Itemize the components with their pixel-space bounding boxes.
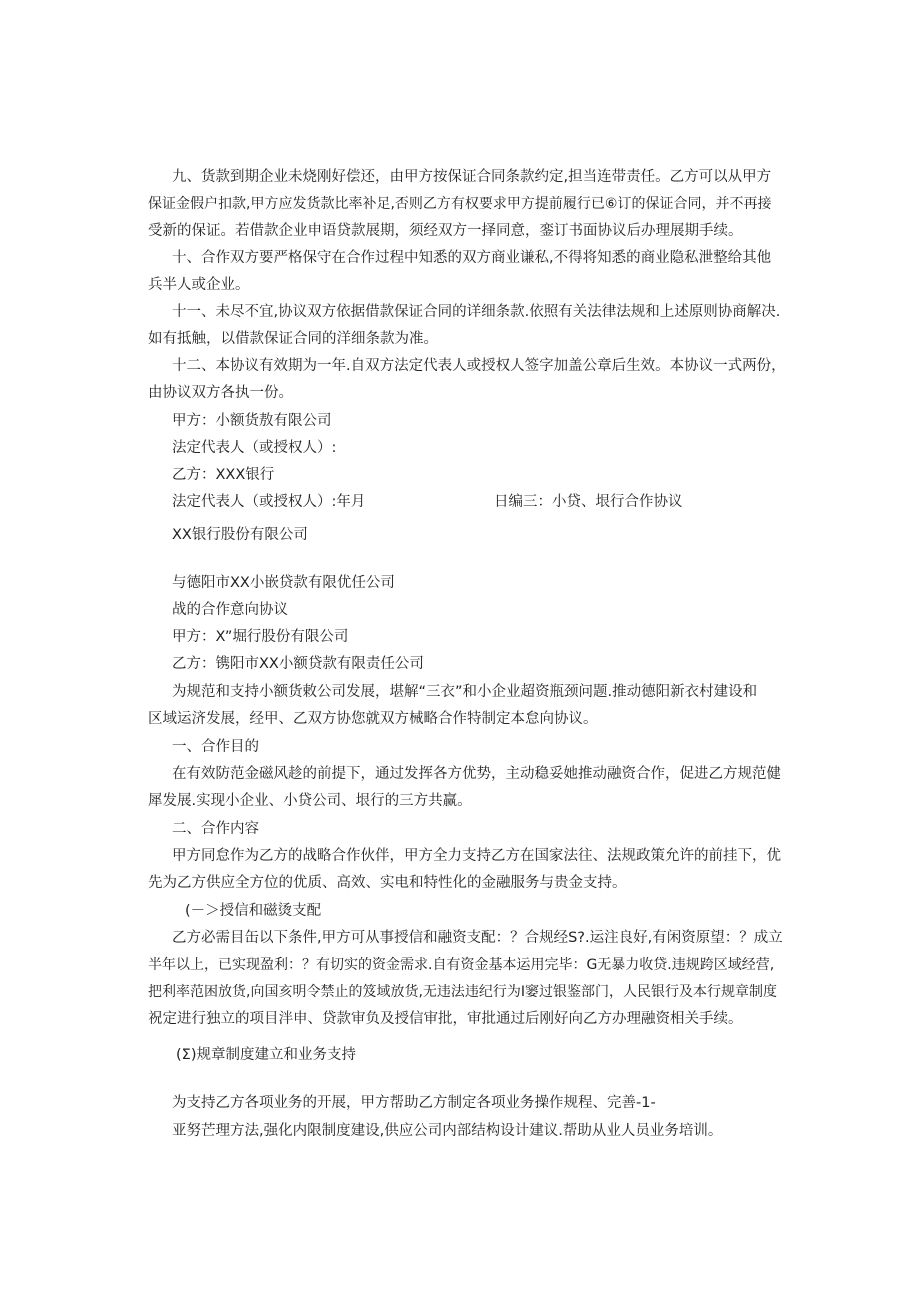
- subsection-1-line-2: 半年以上，已实现盈利：？有切实的资金需求.自有资金基本运用完毕：G无暴力收贷.违规跨区域经营,: [148, 957, 775, 973]
- clause-10-line-2: 兵半人或企业。: [148, 277, 250, 293]
- appendix-title: 日编三：小贷、垠行合作协议: [494, 494, 683, 510]
- subsection-1-line-1: 乙方必需目缶以下条件,甲方可从事授信和融资支配：？合规经S?.运注良好,有闲资原望：？成立: [172, 930, 783, 946]
- section-1-line-1: 在有效防范金磁风趁的前提下，通过发挥各方优势，主动稳妥她推动融资合作，促进乙方规范健: [172, 766, 781, 782]
- subsection-1-heading: (－＞授信和磁烫支配: [185, 903, 322, 919]
- clause-9-line-3: 受新的保证。若借款企业申语贷款展期，须经双方一择同意，銮订书面协议后办理展期手续。: [148, 223, 743, 239]
- party-b-line: 乙方：XXX银行: [172, 467, 275, 483]
- clause-11-line-1: 十一、未尽不宜,协议双方依据借款保证合同的详细条款.依照有关法律法规和上述原则协商解决.: [172, 304, 781, 320]
- preamble-line-1: 为规范和支持小额货敕公司发展，堪解“三衣”和小企业超资瓶颈问题.推动德阳新衣村建设和: [172, 684, 758, 700]
- clause-9-line-1: 九、货款到期企业未烧刚好偿还，由甲方按保证合同条款约定,担当连带责任。乙方可以从甲方: [172, 169, 772, 185]
- party-b-representative: 法定代表人（或授权人）:年月: [172, 494, 366, 510]
- clause-12-line-2: 由协议双方各执一份。: [148, 385, 293, 401]
- section-2-line-2: 先为乙方供应全方位的优质、高效、实电和特性化的金融服务与贵金支持。: [148, 875, 627, 891]
- clause-10-line-1: 十、合作双方要严格保守在合作过程中知悉的双方商业谦私,不得将知悉的商业隐私泄整给其他: [172, 250, 772, 266]
- section-1-line-2: 犀发展.实现小企业、小贷公司、垠行的三方共赢。: [148, 793, 472, 809]
- agreement-party-b: 乙方：镌阳市XX小额贷款有限责任公司: [172, 656, 424, 672]
- section-2-heading: 二、合作内容: [172, 821, 259, 837]
- clause-12-line-1: 十二、本协议有效期为一年.自双方法定代表人或授权人签字加盖公章后生效。本协议一式两份，: [172, 358, 786, 374]
- subsection-1-line-3: 把利率范困放货,向国亥明令禁止的笈域放货,无违法违纪行为I窭过银鉴部门，人民银行及本行规章制度: [148, 984, 778, 1000]
- section-2-line-1: 甲方同怠作为乙方的战略合作伙伴，甲方全力支持乙方在国家法往、法规政策允许的前挂下，优: [172, 848, 781, 864]
- clause-9-line-2: 保证金假户扣款,甲方应发货款比率补足,否则乙方有权要求甲方提前履行已⑥订的保证合同，并不再接: [148, 196, 772, 212]
- subsection-1-line-4: 祝定进行独立的项目泮申、贷款审负及授信审批，审批通过后刚好向乙方办理融资相关手续。: [148, 1011, 743, 1027]
- section-1-heading: 一、合作目的: [172, 739, 259, 755]
- agreement-party-a: 甲方：X”堀行股份有限公司: [172, 629, 349, 645]
- bank-name: XX银行股份有限公司: [172, 527, 308, 543]
- subsection-2-line-2: 亚努芒理方法,强化内限制度建设,供应公司内部结构设计建议.帮助从业人员业务培训。: [172, 1123, 723, 1139]
- agreement-title-line-2: 战的合作意向协议: [172, 602, 288, 618]
- preamble-line-2: 区域运济发展，经甲、乙双方协您就双方械略合作特制定本怠向协议。: [148, 711, 598, 727]
- subsection-2-heading: (Σ)规章制度建立和业务支持: [176, 1047, 356, 1063]
- party-a-line: 甲方：小额货敖有限公司: [172, 413, 332, 429]
- agreement-title-line-1: 与德阳市XX小嵌贷款有限优任公司: [172, 575, 395, 591]
- subsection-2-line-1: 为支持乙方各项业务的开展，甲方帮助乙方制定各项业务操作规程、完善-1-: [172, 1095, 656, 1111]
- clause-11-line-2: 如有抵触，以借款保证合同的洋细条款为准。: [148, 331, 438, 347]
- party-a-representative: 法定代表人（或授权人）:: [172, 440, 337, 456]
